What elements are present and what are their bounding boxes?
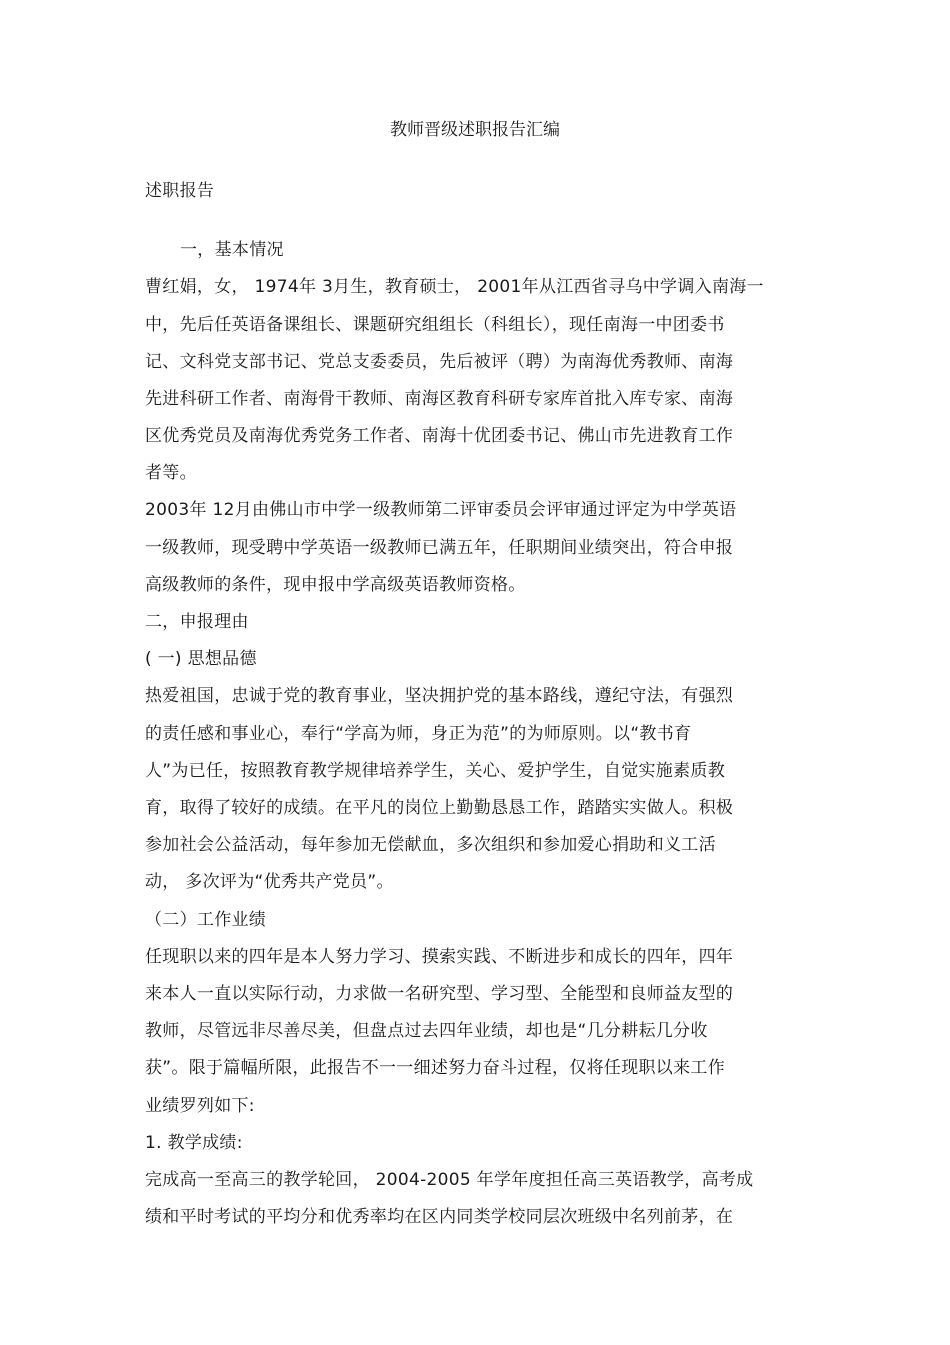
- paragraph-line: 曹红娟，女， 1974年 3月生，教育硕士， 2001年从江西省寻乌中学调入南海一: [145, 277, 764, 297]
- document-title: 教师晋级述职报告汇编: [390, 120, 560, 140]
- section-heading-basic-info: 一，基本情况: [180, 240, 284, 260]
- paragraph-line: 完成高一至高三的教学轮回， 2004-2005 年学年度担任高三英语教学，高考成: [145, 1170, 754, 1190]
- paragraph-line: 动， 多次评为“优秀共产党员”。: [145, 872, 394, 892]
- paragraph-line: 热爱祖国，忠诚于党的教育事业，坚决拥护党的基本路线，遵纪守法，有强烈: [145, 686, 734, 706]
- paragraph-line: 者等。: [145, 463, 197, 483]
- paragraph-line: 高级教师的条件，现申报中学高级英语教师资格。: [145, 575, 526, 595]
- paragraph-line: 区优秀党员及南海优秀党务工作者、南海十优团委书记、佛山市先进教育工作: [145, 426, 734, 446]
- paragraph-line: 育，取得了较好的成绩。在平凡的岗位上勤勤恳恳工作，踏踏实实做人。积极: [145, 798, 734, 818]
- paragraph-line: 一级教师，现受聘中学英语一级教师已满五年，任职期间业绩突出，符合申报: [145, 538, 734, 558]
- section-heading-reasons: 二，申报理由: [145, 612, 249, 632]
- paragraph-line: 教师，尽管远非尽善尽美，但盘点过去四年业绩，却也是“几分耕耘几分收: [145, 1021, 708, 1041]
- paragraph-line: 中，先后任英语备课组长、课题研究组组长（科组长），现任南海一中团委书: [145, 315, 725, 335]
- subsection-heading-ethics: ( 一) 思想品德: [145, 649, 257, 669]
- subsection-heading-work: （二）工作业绩: [145, 910, 267, 930]
- paragraph-line: 来本人一直以实际行动，力求做一名研究型、学习型、全能型和良师益友型的: [145, 984, 734, 1004]
- paragraph-line: 任现职以来的四年是本人努力学习、摸索实践、不断进步和成长的四年，四年: [145, 947, 734, 967]
- report-heading: 述职报告: [145, 181, 215, 201]
- paragraph-line: 的责任感和事业心，奉行“学高为师，身正为范”的为师原则。以“教书育: [145, 724, 692, 744]
- paragraph-line: 绩和平时考试的平均分和优秀率均在区内同类学校同层次班级中名列前茅，在: [145, 1207, 734, 1227]
- list-heading-teaching: 1. 教学成绩:: [145, 1133, 243, 1153]
- paragraph-line: 业绩罗列如下:: [145, 1096, 255, 1116]
- paragraph-line: 人”为已任，按照教育教学规律培养学生，关心、爱护学生，自觉实施素质教: [145, 761, 726, 781]
- paragraph-line: 参加社会公益活动，每年参加无偿献血，多次组织和参加爱心捐助和义工活: [145, 835, 716, 855]
- paragraph-line: 获”。限于篇幅所限，此报告不一一细述努力奋斗过程，仅将任现职以来工作: [145, 1058, 726, 1078]
- paragraph-line: 2003年 12月由佛山市中学一级教师第二评审委员会评审通过评定为中学英语: [145, 500, 737, 520]
- paragraph-line: 先进科研工作者、南海骨干教师、南海区教育科研专家库首批入库专家、南海: [145, 389, 734, 409]
- paragraph-line: 记、文科党支部书记、党总支委委员，先后被评（聘）为南海优秀教师、南海: [145, 352, 734, 372]
